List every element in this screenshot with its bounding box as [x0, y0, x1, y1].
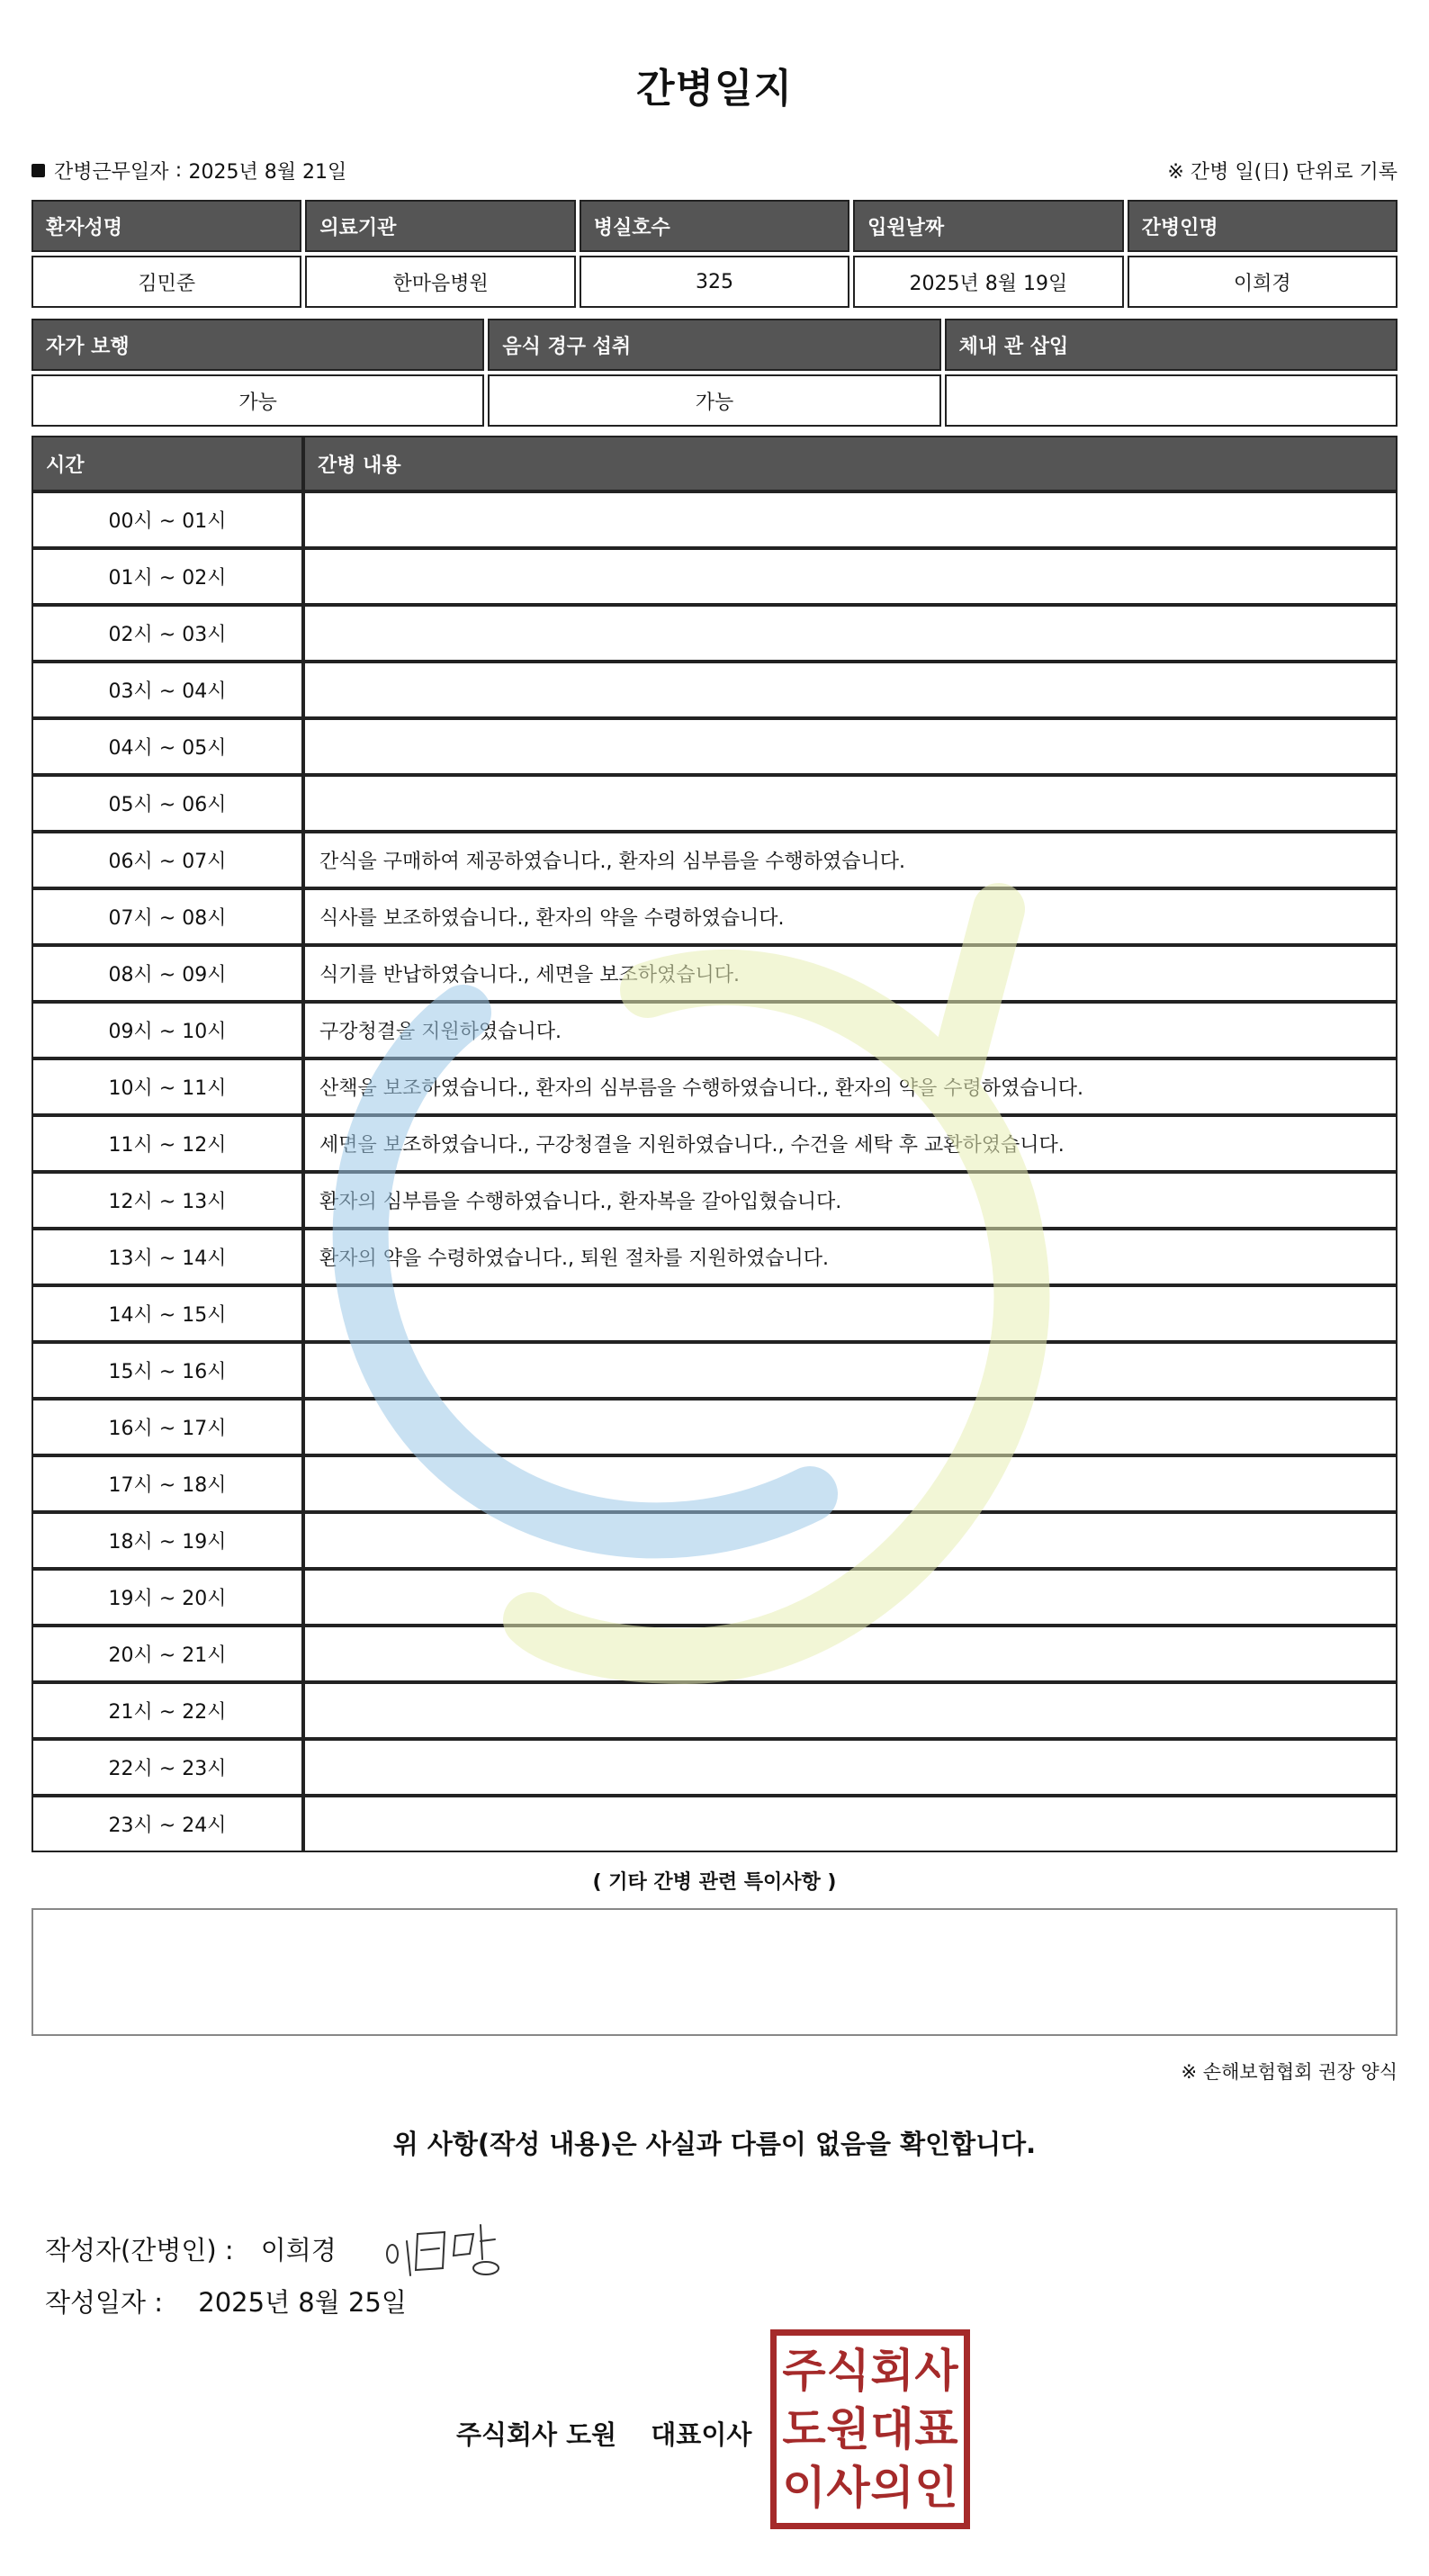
table-row	[31, 1626, 1398, 1682]
room-number: 325	[580, 256, 849, 308]
oral-intake: 가능	[488, 374, 940, 427]
header-caregiver: 간병인명	[1128, 200, 1398, 252]
time-cell: 05시 ~ 06시	[31, 775, 303, 832]
time-cell: 03시 ~ 04시	[31, 662, 303, 718]
care-content-cell	[303, 491, 1398, 548]
table-row	[31, 1569, 1398, 1626]
care-content-cell	[303, 1739, 1398, 1796]
writer-name: 이희경	[260, 2234, 337, 2265]
page-title: 간병일지	[635, 66, 793, 112]
table-row	[31, 888, 1398, 945]
header-oral-intake: 음식 경구 섭취	[488, 319, 940, 371]
header-tube-insertion: 체내 관 삽입	[945, 319, 1398, 371]
seal-char: 이	[782, 2462, 826, 2515]
care-content-cell	[303, 662, 1398, 718]
seal-characters	[782, 2341, 958, 2517]
table-row	[31, 1796, 1398, 1852]
seal-char: 인	[914, 2462, 958, 2515]
time-cell: 04시 ~ 05시	[31, 718, 303, 775]
care-content-cell: 산책을 보조하였습니다., 환자의 심부름을 수행하였습니다., 환자의 약을 수령하였습니다.	[303, 1058, 1398, 1115]
time-cell: 09시 ~ 10시	[31, 1002, 303, 1058]
time-cell: 07시 ~ 08시	[31, 888, 303, 945]
time-cell: 02시 ~ 03시	[31, 605, 303, 662]
seal-char: 대	[870, 2402, 914, 2455]
time-cell: 20시 ~ 21시	[31, 1626, 303, 1682]
table-row	[31, 605, 1398, 662]
seal-char: 식	[826, 2344, 870, 2397]
time-cell: 13시 ~ 14시	[31, 1229, 303, 1285]
table-row	[31, 1115, 1398, 1172]
time-cell: 16시 ~ 17시	[31, 1399, 303, 1455]
care-content-cell: 환자의 약을 수령하였습니다., 퇴원 절차를 지원하였습니다.	[303, 1229, 1398, 1285]
care-content-cell: 환자의 심부름을 수행하였습니다., 환자복을 갈아입혔습니다.	[303, 1172, 1398, 1229]
table-row	[31, 718, 1398, 775]
care-content-cell	[303, 1682, 1398, 1739]
care-content-cell	[303, 1285, 1398, 1342]
table-row	[31, 1002, 1398, 1058]
time-cell: 00시 ~ 01시	[31, 491, 303, 548]
table-row	[31, 1455, 1398, 1512]
seal-char: 사	[914, 2344, 958, 2397]
company-name: 주식회사 도원	[456, 2419, 617, 2450]
table-row	[31, 945, 1398, 1002]
care-content-cell	[303, 775, 1398, 832]
care-content-cell	[303, 1626, 1398, 1682]
table-row	[31, 775, 1398, 832]
table-row	[31, 548, 1398, 605]
meta-row	[31, 157, 1398, 184]
date-label: 작성일자 :	[45, 2287, 164, 2318]
care-content-cell: 간식을 구매하여 제공하였습니다., 환자의 심부름을 수행하였습니다.	[303, 832, 1398, 888]
table-row	[31, 1399, 1398, 1455]
table-row	[31, 1342, 1398, 1399]
header-patient-name: 환자성명	[31, 200, 301, 252]
work-date-separator: :	[175, 159, 183, 182]
care-log-table	[31, 436, 1398, 1852]
table-row	[31, 832, 1398, 888]
care-content-cell	[303, 1512, 1398, 1569]
bullet-square-icon	[31, 164, 45, 177]
table-row	[31, 1285, 1398, 1342]
caregiver-name: 이희경	[1128, 256, 1398, 308]
care-content-cell	[303, 1399, 1398, 1455]
time-cell: 01시 ~ 02시	[31, 548, 303, 605]
writer-label: 작성자(간병인) :	[45, 2234, 234, 2265]
seal-char: 표	[914, 2402, 958, 2455]
time-cell: 08시 ~ 09시	[31, 945, 303, 1002]
header-room: 병실호수	[580, 200, 849, 252]
seal-char: 의	[870, 2462, 914, 2515]
care-content-cell	[303, 718, 1398, 775]
company-title: 대표이사	[651, 2419, 752, 2450]
header-hospital: 의료기관	[305, 200, 575, 252]
company-signature-line	[456, 2415, 751, 2452]
date-row	[45, 2283, 407, 2319]
signature-icon	[380, 2214, 515, 2283]
time-cell: 06시 ~ 07시	[31, 832, 303, 888]
table-row	[31, 1058, 1398, 1115]
patient-name: 김민준	[31, 256, 301, 308]
work-date	[31, 157, 346, 185]
care-content-cell	[303, 1796, 1398, 1852]
care-content-cell: 식기를 반납하였습니다., 세면을 보조하였습니다.	[303, 945, 1398, 1002]
patient-info-table	[28, 196, 1401, 311]
care-content-cell	[303, 548, 1398, 605]
self-walking: 가능	[31, 374, 484, 427]
table-row	[31, 1739, 1398, 1796]
seal-char: 회	[870, 2344, 914, 2397]
time-cell: 15시 ~ 16시	[31, 1342, 303, 1399]
time-cell: 14시 ~ 15시	[31, 1285, 303, 1342]
table-row	[31, 1172, 1398, 1229]
table-row	[31, 1229, 1398, 1285]
time-cell: 22시 ~ 23시	[31, 1739, 303, 1796]
time-cell: 17시 ~ 18시	[31, 1455, 303, 1512]
seal-char: 원	[826, 2402, 870, 2455]
hospital: 한마음병원	[305, 256, 575, 308]
seal-char: 사	[826, 2462, 870, 2515]
header-time: 시간	[31, 436, 303, 491]
record-note: ※ 간병 일(日) 단위로 기록	[1167, 161, 1398, 184]
tube-insertion	[945, 374, 1398, 427]
writer-row	[45, 2214, 515, 2283]
table-row	[31, 1682, 1398, 1739]
time-cell: 18시 ~ 19시	[31, 1512, 303, 1569]
table-row	[31, 662, 1398, 718]
care-content-cell: 식사를 보조하였습니다., 환자의 약을 수령하였습니다.	[303, 888, 1398, 945]
notes-title: ( 기타 간병 관련 특이사항 )	[592, 1871, 837, 1894]
company-seal-stamp	[770, 2329, 970, 2529]
care-content-cell	[303, 1569, 1398, 1626]
time-cell: 11시 ~ 12시	[31, 1115, 303, 1172]
table-row	[31, 1512, 1398, 1569]
form-note: ※ 손해보험협회 권장 양식	[1181, 2061, 1398, 2083]
confirmation-statement: 위 사항(작성 내용)은 사실과 다름이 없음을 확인합니다.	[392, 2129, 1037, 2159]
header-self-walking: 자가 보행	[31, 319, 484, 371]
care-content-cell: 구강청결을 지원하였습니다.	[303, 1002, 1398, 1058]
care-content-cell	[303, 605, 1398, 662]
header-care-content: 간병 내용	[303, 436, 1398, 491]
seal-char: 주	[782, 2344, 826, 2397]
table-row	[31, 491, 1398, 548]
time-cell: 19시 ~ 20시	[31, 1569, 303, 1626]
header-admission-date: 입원날짜	[853, 200, 1123, 252]
status-info-table	[28, 315, 1401, 430]
special-notes-box	[31, 1908, 1398, 2036]
work-date-label: 간병근무일자	[54, 161, 169, 184]
time-cell: 10시 ~ 11시	[31, 1058, 303, 1115]
date-value: 2025년 8월 25일	[198, 2287, 407, 2318]
care-content-cell	[303, 1342, 1398, 1399]
care-content-cell	[303, 1455, 1398, 1512]
care-content-cell: 세면을 보조하였습니다., 구강청결을 지원하였습니다., 수건을 세탁 후 교환하였습니다.	[303, 1115, 1398, 1172]
time-cell: 23시 ~ 24시	[31, 1796, 303, 1852]
admission-date: 2025년 8월 19일	[853, 256, 1123, 308]
time-cell: 12시 ~ 13시	[31, 1172, 303, 1229]
time-cell: 21시 ~ 22시	[31, 1682, 303, 1739]
work-date-value: 2025년 8월 21일	[188, 161, 347, 184]
seal-char: 도	[782, 2402, 826, 2455]
